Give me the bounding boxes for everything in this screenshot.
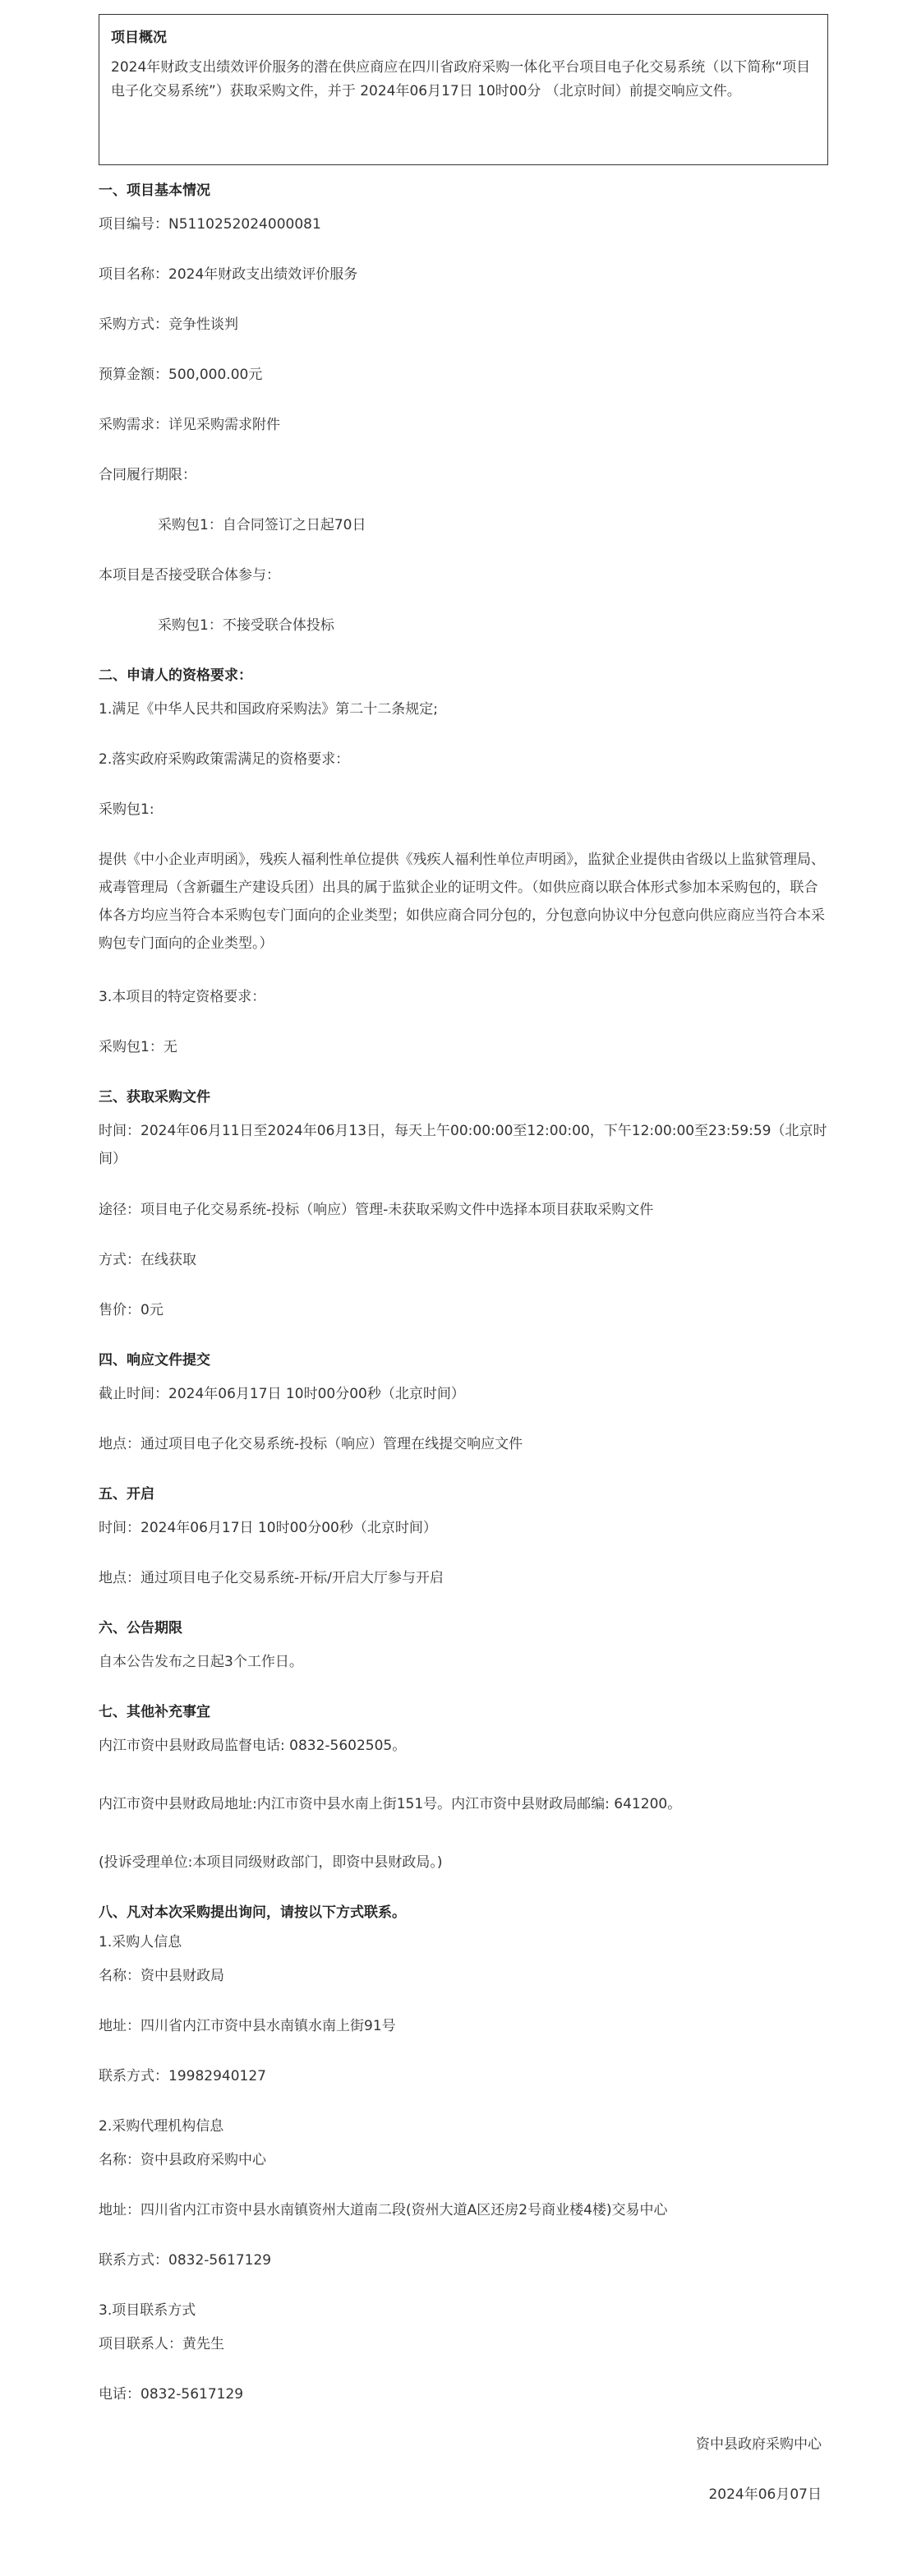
contract-period-package: 采购包1：自合同签订之日起70日 <box>158 517 366 533</box>
qualification-item-1: 1.满足《中华人民共和国政府采购法》第二十二条规定; <box>99 701 438 718</box>
overview-text: 2024年财政支出绩效评价服务的潜在供应商应在四川省政府采购一体化平台项目电子化交易系统（以下简称“项目电子化交易系统”）获取采购文件，并于 2024年06月17日 10时00分 （北京时间）前提交响应文件。 <box>111 59 811 99</box>
buyer-address: 地址：四川省内江市资中县水南镇水南上街91号 <box>99 2018 396 2034</box>
submission-deadline: 截止时间：2024年06月17日 10时00分00秒（北京时间） <box>99 1386 465 1402</box>
project-name: 项目名称：2024年财政支出绩效评价服务 <box>99 266 358 283</box>
project-contact-title: 3.项目联系方式 <box>99 2302 196 2319</box>
section-heading-obtain-docs: 三、获取采购文件 <box>99 1089 210 1106</box>
qualification-package-text: 提供《中小企业声明函》，残疾人福利性单位提供《残疾人福利性单位声明函》，监狱企业提供由省级以上监狱管理局、戒毒管理局（含新疆生产建设兵团）出具的属于监狱企业的证明文件。（如供应商以联合体形式参加本采购包的，联合体各方均应当符合本采购包专门面向的企业类型；如供应商合同分包的，分包意向协议中分包意向供应商应当符合本采购包专门面向的企业类型。） <box>99 852 825 952</box>
section-heading-contact: 八、凡对本次采购提出询问，请按以下方式联系。 <box>99 1904 406 1921</box>
project-number: 项目编号：N5110252024000081 <box>99 216 321 233</box>
agent-contact: 联系方式：0832-5617129 <box>99 2252 272 2269</box>
footer-organization: 资中县政府采购中心 <box>696 2436 822 2453</box>
section-heading-submission: 四、响应文件提交 <box>99 1352 210 1369</box>
overview-box <box>99 14 828 165</box>
buyer-info-title: 1.采购人信息 <box>99 1934 182 1950</box>
qualification-item-2: 2.落实政府采购政策需满足的资格要求： <box>99 751 350 768</box>
notice-period-text: 自本公告发布之日起3个工作日。 <box>99 1654 303 1670</box>
opening-place: 地点：通过项目电子化交易系统-开标/开启大厅参与开启 <box>99 1570 444 1586</box>
buyer-name: 名称：资中县财政局 <box>99 1968 224 1984</box>
procurement-method: 采购方式：竞争性谈判 <box>99 316 238 333</box>
project-contact-person: 项目联系人：黄先生 <box>99 2336 224 2352</box>
agent-info-title: 2.采购代理机构信息 <box>99 2118 224 2135</box>
consortium-package: 采购包1：不接受联合体投标 <box>158 617 334 634</box>
contract-period-label: 合同履行期限： <box>99 467 196 483</box>
budget-amount: 预算金额：500,000.00元 <box>99 367 263 383</box>
qualification-item-3-package: 采购包1：无 <box>99 1039 177 1055</box>
section-heading-qualifications: 二、申请人的资格要求： <box>99 667 252 684</box>
obtain-docs-way: 方式：在线获取 <box>99 1252 196 1268</box>
buyer-contact: 联系方式：19982940127 <box>99 2068 266 2084</box>
section-heading-supplementary: 七、其他补充事宜 <box>99 1704 210 1720</box>
obtain-docs-route: 途径：项目电子化交易系统-投标（响应）管理-未获取采购文件中选择本项目获取采购文件 <box>99 1202 654 1218</box>
overview-title: 项目概况 <box>111 30 167 46</box>
finance-bureau-address: 内江市资中县财政局地址:内江市资中县水南上街151号。内江市资中县财政局邮编: 641200。 <box>99 1796 682 1812</box>
section-heading-notice-period: 六、公告期限 <box>99 1620 182 1637</box>
qualification-package-label: 采购包1: <box>99 801 154 818</box>
agent-name: 名称：资中县政府采购中心 <box>99 2152 266 2168</box>
complaint-unit: (投诉受理单位:本项目同级财政部门，即资中县财政局。) <box>99 1854 443 1871</box>
obtain-docs-time: 时间：2024年06月11日至2024年06月13日，每天上午00:00:00至12:00:00，下午12:00:00至23:59:59（北京时间） <box>99 1123 827 1167</box>
supervision-phone: 内江市资中县财政局监督电话: 0832-5602505。 <box>99 1738 407 1754</box>
procurement-demand: 采购需求：详见采购需求附件 <box>99 417 280 433</box>
section-heading-opening: 五、开启 <box>99 1486 154 1503</box>
obtain-docs-price: 售价：0元 <box>99 1302 164 1318</box>
section-heading-basic-info: 一、项目基本情况 <box>99 182 210 199</box>
submission-place: 地点：通过项目电子化交易系统-投标（响应）管理在线提交响应文件 <box>99 1436 523 1452</box>
agent-address: 地址：四川省内江市资中县水南镇资州大道南二段(资州大道A区还房2号商业楼4楼)交易中心 <box>99 2202 668 2218</box>
project-contact-phone: 电话：0832-5617129 <box>99 2386 244 2403</box>
qualification-item-3: 3.本项目的特定资格要求： <box>99 989 266 1005</box>
footer-date: 2024年06月07日 <box>708 2486 822 2503</box>
consortium-label: 本项目是否接受联合体参与： <box>99 567 280 584</box>
opening-time: 时间：2024年06月17日 10时00分00秒（北京时间） <box>99 1520 437 1536</box>
